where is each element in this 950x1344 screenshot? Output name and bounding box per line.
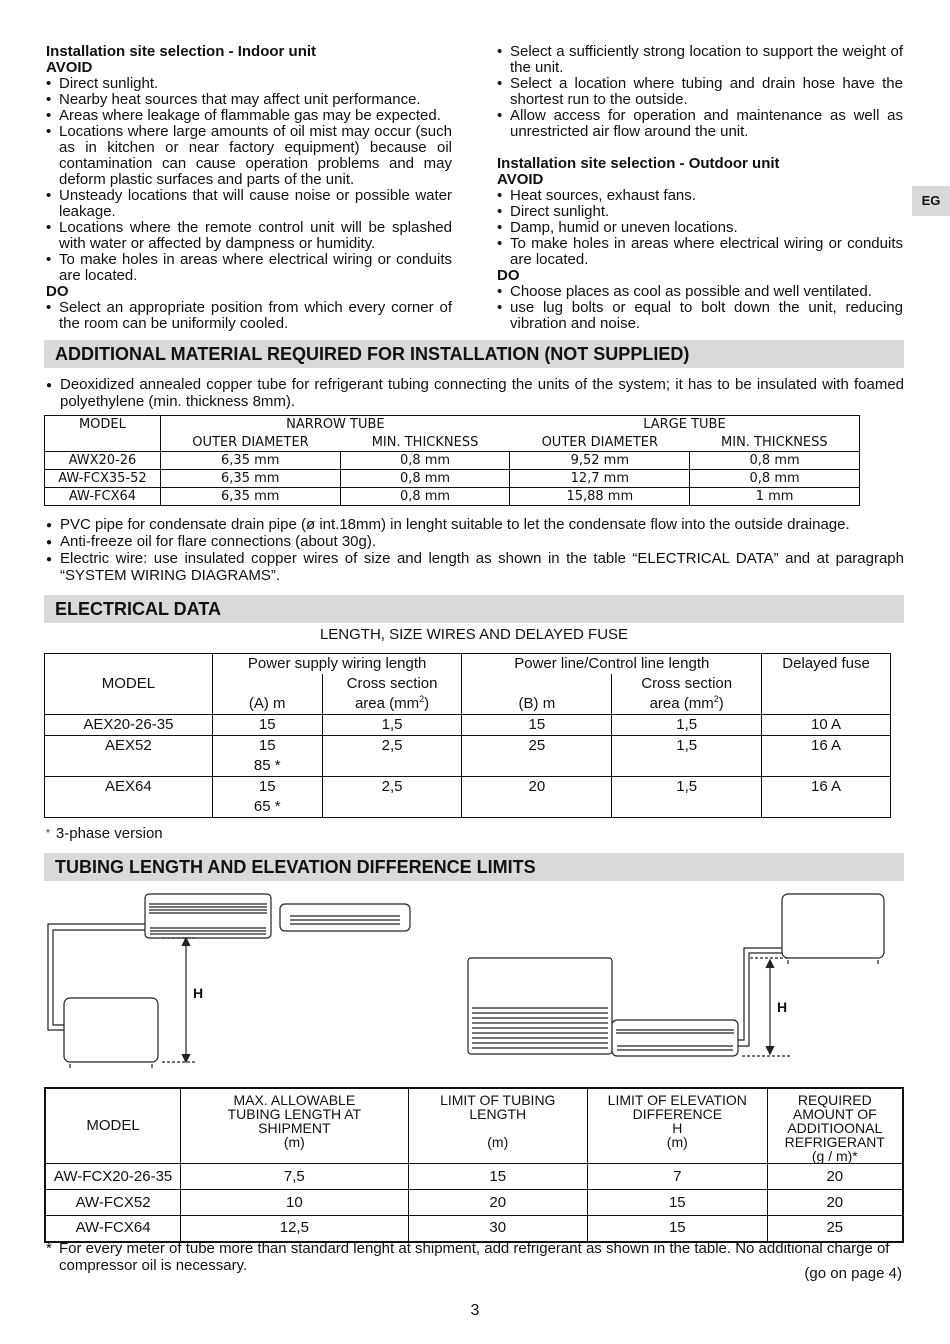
table-cell: 9,52 mm <box>510 452 690 470</box>
tubing-footnote: * For every meter of tube more than standard lenght at shipment, add refrigerant as shown in the table. No additional charge of compressor oil is necessary. <box>46 1240 890 1274</box>
table-cell: 1,5 <box>612 777 762 818</box>
indoor-do-list-continued <box>497 44 903 140</box>
indoor-avoid-list <box>46 76 452 284</box>
table-cell: 12,5 <box>181 1216 408 1242</box>
list-item: ● Anti-freeze oil for flare connections (about 30g). <box>46 533 904 550</box>
electrical-data-table <box>44 653 891 818</box>
table-cell: 15 <box>588 1190 768 1216</box>
table-header-cell: NARROW TUBE <box>160 416 510 434</box>
table-cell: 15 85 * <box>212 736 322 777</box>
list-item: • Locations where large amounts of oil mist may occur (such as in kitchen or near factory equipment) because oil contamination can cause operation problems and may deform plastic surfaces and parts of the unit. <box>46 124 452 188</box>
material-items-list <box>46 516 904 584</box>
list-item: • Select a location where tubing and drain hose have the shortest run to the outside. <box>497 76 903 108</box>
indoor-do-list <box>46 300 452 332</box>
floor-unit-icon <box>468 958 612 1054</box>
diagram-label-h-right: H <box>777 999 788 1015</box>
indoor-avoid-label: AVOID <box>46 59 93 76</box>
copper-tube-table <box>44 415 860 506</box>
table-header-cell: area $(mm^2)$ <box>322 694 462 715</box>
table-header-cell: Power supply wiring length <box>212 654 462 675</box>
table-header-row <box>45 694 891 715</box>
table-cell: 20 <box>462 777 612 818</box>
table-cell: 0,8 mm <box>690 452 860 470</box>
table-row <box>45 1164 903 1190</box>
indoor-title: Installation site selection - Indoor unit <box>46 43 317 60</box>
table-cell: AEX52 <box>45 736 213 777</box>
table-cell: 20 <box>408 1190 587 1216</box>
list-item: • Areas where leakage of flammable gas may be expected. <box>46 108 452 124</box>
right-column <box>497 44 903 332</box>
outdoor-avoid-label: AVOID <box>497 171 544 188</box>
go-on-note: (go on page 4) <box>804 1265 902 1282</box>
list-item: • Select a sufficiently strong location to support the weight of the unit. <box>497 44 903 76</box>
table-header-row <box>45 1088 903 1164</box>
diagram-label-h-left: H <box>193 985 204 1001</box>
indoor-site-selection <box>46 44 452 332</box>
table-header-cell: MAX. ALLOWABLE TUBING LENGTH AT SHIPMENT (m) <box>181 1088 408 1164</box>
table-cell: 10 A <box>762 715 891 736</box>
table-cell: 2,5 <box>322 736 462 777</box>
outdoor-unit-right-icon <box>782 894 884 964</box>
list-item: • Direct sunlight. <box>497 204 903 220</box>
table-cell: 20 <box>767 1190 903 1216</box>
list-item: ● PVC pipe for condensate drain pipe (ø int.18mm) in lenght suitable to let the condensate flow into the outside drainage. <box>46 516 904 533</box>
table-row <box>45 736 891 777</box>
table-cell: 1,5 <box>612 715 762 736</box>
table-cell: 0,8 mm <box>690 470 860 488</box>
table-header-cell: area $(mm^2)$ <box>612 694 762 715</box>
list-item: • Allow access for operation and maintenance as well as unrestricted air flow around the unit. <box>497 108 903 140</box>
table-header-cell: LIMIT OF TUBING LENGTH (m) <box>408 1088 587 1164</box>
table-header-cell: LARGE TUBE <box>510 416 860 434</box>
table-row <box>45 1190 903 1216</box>
table-header-cell: LIMIT OF ELEVATION DIFFERENCE H (m) <box>588 1088 768 1164</box>
table-cell: 6,35 mm <box>160 452 340 470</box>
table-cell: 20 <box>767 1164 903 1190</box>
tubing-limits-table <box>44 1087 904 1243</box>
table-cell: 15 65 * <box>212 777 322 818</box>
outdoor-avoid-list <box>497 188 903 268</box>
table-header-cell <box>212 674 322 694</box>
table-header-cell <box>45 654 213 675</box>
table-cell: 25 <box>767 1216 903 1242</box>
electrical-section-title: ELECTRICAL DATA <box>44 595 904 623</box>
list-item: • Nearby heat sources that may affect unit performance. <box>46 92 452 108</box>
table-cell: 25 <box>462 736 612 777</box>
table-cell: 15 <box>462 715 612 736</box>
outdoor-title: Installation site selection - Outdoor unit <box>497 155 780 172</box>
electrical-subtitle: LENGTH, SIZE WIRES AND DELAYED FUSE <box>319 626 629 643</box>
list-item: ● Electric wire: use insulated copper wires of size and length as shown in the table “ELECTRICAL DATA” and at paragraph “SYSTEM WIRING DIAGRAMS”. <box>46 550 904 584</box>
outdoor-do-label: DO <box>497 267 520 284</box>
table-cell: AW-FCX20-26-35 <box>45 1164 181 1190</box>
table-row <box>45 470 860 488</box>
table-header-cell: MODEL <box>45 674 213 694</box>
table-header-row <box>45 654 891 675</box>
list-item: • Heat sources, exhaust fans. <box>497 188 903 204</box>
table-cell: 7 <box>588 1164 768 1190</box>
table-row <box>45 1216 903 1242</box>
table-header-row <box>45 416 860 434</box>
list-item: • Locations where the remote control unit will be splashed with water or affected by dampness or humidity. <box>46 220 452 252</box>
table-header-cell: MODEL <box>45 1088 181 1164</box>
table-header-row <box>45 674 891 694</box>
table-header-cell <box>462 674 612 694</box>
list-item: • To make holes in areas where electrical wiring or conduits are located. <box>497 236 903 268</box>
table-cell: 1 mm <box>690 488 860 506</box>
table-row <box>45 777 891 818</box>
installation-diagram <box>0 880 950 1070</box>
table-header-cell: Cross section <box>612 674 762 694</box>
wall-unit-low-icon <box>612 1020 738 1056</box>
list-item: ● Deoxidized annealed copper tube for refrigerant tubing connecting the units of the system; it has to be insulated with foamed polyethylene (min. thickness 8mm). <box>46 376 904 410</box>
table-cell: 0,8 mm <box>340 488 510 506</box>
list-item: • To make holes in areas where electrical wiring or conduits are located. <box>46 252 452 284</box>
table-header-cell <box>45 434 161 452</box>
wall-unit-icon <box>145 894 271 938</box>
tubing-section-title: TUBING LENGTH AND ELEVATION DIFFERENCE LIMITS <box>44 853 904 881</box>
table-cell: AWX20-26 <box>45 452 161 470</box>
table-cell: 15 <box>408 1164 587 1190</box>
ceiling-cassette-icon <box>280 904 410 931</box>
table-row <box>45 488 860 506</box>
table-cell: 15 <box>212 715 322 736</box>
table-cell: 16 A <box>762 736 891 777</box>
outdoor-do-list <box>497 284 903 332</box>
table-cell: 15 <box>588 1216 768 1242</box>
table-header-cell: (A) m <box>212 694 322 715</box>
table-cell: 12,7 mm <box>510 470 690 488</box>
table-header-cell: MIN. THICKNESS <box>340 434 510 452</box>
material-section-title: ADDITIONAL MATERIAL REQUIRED FOR INSTALLATION (NOT SUPPLIED) <box>44 340 904 368</box>
table-cell: 0,8 mm <box>340 470 510 488</box>
table-cell: 7,5 <box>181 1164 408 1190</box>
outdoor-unit-left-icon <box>64 998 158 1068</box>
table-cell: 1,5 <box>322 715 462 736</box>
table-cell: 6,35 mm <box>160 470 340 488</box>
table-cell: 15,88 mm <box>510 488 690 506</box>
table-cell: AW-FCX52 <box>45 1190 181 1216</box>
list-item: • Choose places as cool as possible and well ventilated. <box>497 284 903 300</box>
list-item: • Direct sunlight. <box>46 76 452 92</box>
table-cell: 16 A <box>762 777 891 818</box>
table-cell: AW-FCX64 <box>45 488 161 506</box>
page-number: 3 <box>470 1302 480 1319</box>
table-header-cell <box>45 694 213 715</box>
table-cell: AEX20-26-35 <box>45 715 213 736</box>
list-item: • Damp, humid or uneven locations. <box>497 220 903 236</box>
table-header-cell: MODEL <box>45 416 161 434</box>
table-header-cell: (B) m <box>462 694 612 715</box>
language-tab: EG <box>912 186 950 216</box>
table-header-cell: Cross section <box>322 674 462 694</box>
table-row <box>45 715 891 736</box>
table-header-cell: OUTER DIAMETER <box>160 434 340 452</box>
list-item: • Select an appropriate position from which every corner of the room can be uniformily cooled. <box>46 300 452 332</box>
material-intro-list <box>46 376 904 410</box>
table-header-row <box>45 434 860 452</box>
table-header-cell <box>762 674 891 694</box>
electrical-footnote: * 3-phase version <box>46 825 163 842</box>
table-header-cell <box>762 694 891 715</box>
indoor-do-label: DO <box>46 283 69 300</box>
list-item: • Unsteady locations that will cause noise or possible water leakage. <box>46 188 452 220</box>
table-cell: AW-FCX35-52 <box>45 470 161 488</box>
table-header-cell: OUTER DIAMETER <box>510 434 690 452</box>
table-header-cell: REQUIRED AMOUNT OF ADDITIOONAL REFRIGERANT (g / m)* <box>767 1088 903 1164</box>
table-cell: AEX64 <box>45 777 213 818</box>
table-cell: AW-FCX64 <box>45 1216 181 1242</box>
table-cell: 1,5 <box>612 736 762 777</box>
table-cell: 10 <box>181 1190 408 1216</box>
table-cell: 30 <box>408 1216 587 1242</box>
table-header-cell: Power line/Control line length <box>462 654 762 675</box>
table-cell: 6,35 mm <box>160 488 340 506</box>
table-header-cell: MIN. THICKNESS <box>690 434 860 452</box>
table-cell: 0,8 mm <box>340 452 510 470</box>
table-row <box>45 452 860 470</box>
table-header-cell: Delayed fuse <box>762 654 891 675</box>
list-item: • use lug bolts or equal to bolt down the unit, reducing vibration and noise. <box>497 300 903 332</box>
table-cell: 2,5 <box>322 777 462 818</box>
